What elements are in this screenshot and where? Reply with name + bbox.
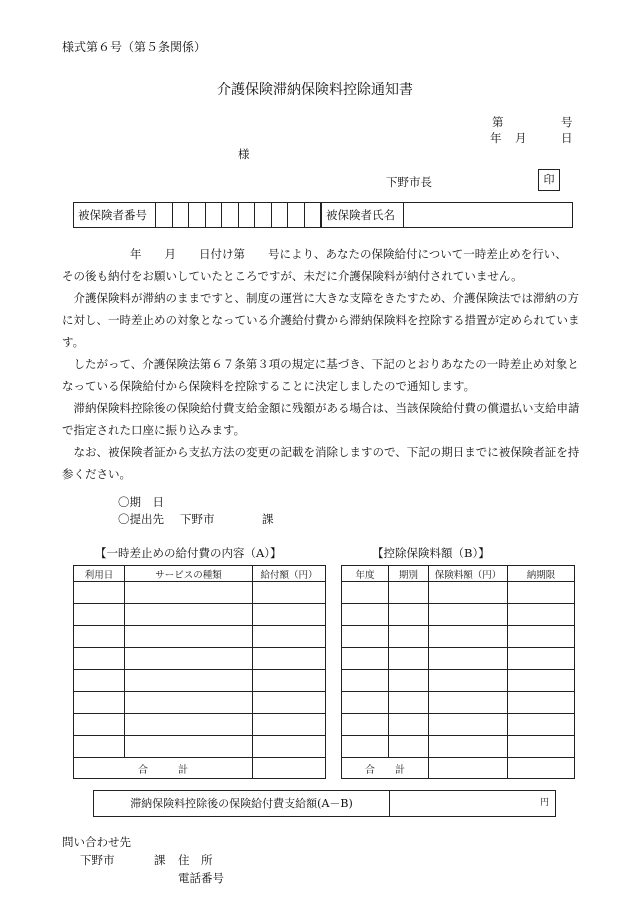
sender-name: 下野市長 [386, 175, 432, 189]
suspended-benefits-table [73, 565, 326, 779]
table-cell[interactable] [429, 692, 508, 714]
table-cell[interactable] [508, 626, 575, 648]
deducted-premium-table [341, 565, 575, 779]
insured-number-digit-box[interactable] [206, 203, 223, 227]
insured-number-label: 被保険者番号 [74, 203, 156, 227]
table-cell[interactable] [508, 648, 575, 670]
insured-number-digit-box[interactable] [255, 203, 272, 227]
table-cell[interactable] [253, 692, 326, 714]
benefit-row [74, 648, 326, 670]
doc-number-suffix: 号 [561, 115, 573, 129]
table-cell[interactable] [125, 670, 253, 692]
benefit-row [74, 582, 326, 604]
doc-number-prefix: 第 [492, 115, 504, 129]
submit-to-label: 〇提出先 [118, 512, 164, 526]
recipient-honorific: 様 [238, 147, 250, 161]
table-cell[interactable] [74, 670, 125, 692]
table-cell[interactable] [508, 692, 575, 714]
total-label: 合 計 [74, 758, 253, 779]
insured-number-digit-box[interactable] [272, 203, 289, 227]
table-cell[interactable] [253, 714, 326, 736]
deadline-label: 〇期 日 [118, 495, 164, 509]
table-cell[interactable] [125, 692, 253, 714]
table-cell[interactable] [429, 582, 508, 604]
date-day-label: 日 [561, 131, 573, 145]
table-cell[interactable] [342, 670, 389, 692]
table-cell[interactable] [125, 582, 253, 604]
col-premium-amount: 保険料額（円） [429, 566, 508, 582]
benefit-row [74, 626, 326, 648]
table-cell[interactable] [342, 626, 389, 648]
table-cell[interactable] [389, 714, 429, 736]
table-cell[interactable] [429, 648, 508, 670]
table-cell[interactable] [342, 692, 389, 714]
insured-number-digit-box[interactable] [156, 203, 173, 227]
contact-phone-label: 電話番号 [178, 871, 224, 885]
table-cell[interactable] [74, 582, 125, 604]
table-b-title: 【控除保険料額（B）】 [372, 546, 490, 560]
insured-name-field[interactable] [404, 203, 572, 227]
table-cell[interactable] [389, 604, 429, 626]
table-cell[interactable] [253, 582, 326, 604]
contact-title: 問い合わせ先 [62, 835, 131, 849]
col-due-date: 納期限 [508, 566, 575, 582]
table-cell[interactable] [342, 604, 389, 626]
total-row [74, 758, 326, 779]
table-cell[interactable] [342, 582, 389, 604]
insured-number-digit-box[interactable] [288, 203, 305, 227]
total-value-cell[interactable] [253, 758, 326, 779]
paragraph-1 [62, 243, 582, 287]
total-label: 合 計 [342, 758, 429, 779]
col-fiscal-year: 年度 [342, 566, 389, 582]
table-cell[interactable] [125, 604, 253, 626]
table-cell[interactable] [429, 714, 508, 736]
contact-city: 下野市 [80, 853, 115, 867]
table-cell[interactable] [508, 714, 575, 736]
summary-unit: 円 [539, 798, 549, 808]
paragraph-1-rest: その後も納付をお願いしていたところですが、未だに介護保険料が納付されていません。 [62, 269, 523, 283]
table-cell[interactable] [508, 582, 575, 604]
table-cell[interactable] [253, 670, 326, 692]
premium-row [342, 626, 575, 648]
insured-info-row [73, 202, 573, 228]
table-cell[interactable] [125, 736, 253, 758]
col-usage-date: 利用日 [74, 566, 125, 582]
table-cell[interactable] [429, 736, 508, 758]
col-benefit-amount: 給付額（円） [253, 566, 326, 582]
benefit-row [74, 714, 326, 736]
submit-department-suffix: 課 [262, 512, 274, 526]
insured-number-digit-box[interactable] [189, 203, 206, 227]
table-cell[interactable] [389, 626, 429, 648]
table-cell[interactable] [125, 714, 253, 736]
table-cell[interactable] [389, 582, 429, 604]
table-cell[interactable] [342, 648, 389, 670]
table-a-title: 【一時差止めの給付費の内容（A）】 [95, 546, 282, 560]
benefit-row [74, 670, 326, 692]
table-cell[interactable] [125, 626, 253, 648]
table-cell[interactable] [125, 648, 253, 670]
insured-name-label: 被保険者氏名 [321, 203, 404, 227]
insured-number-digit-box[interactable] [173, 203, 190, 227]
table-cell[interactable] [253, 736, 326, 758]
col-period: 期別 [389, 566, 429, 582]
table-cell[interactable] [389, 736, 429, 758]
table-cell[interactable] [74, 648, 125, 670]
premium-row [342, 648, 575, 670]
total-value-cell[interactable] [508, 758, 575, 779]
table-cell[interactable] [253, 648, 326, 670]
seal-box: 印 [538, 169, 560, 191]
insured-number-digit-box[interactable] [305, 203, 322, 227]
table-cell[interactable] [389, 670, 429, 692]
date-month-label: 月 [515, 131, 527, 145]
table-cell[interactable] [389, 692, 429, 714]
table-cell[interactable] [74, 604, 125, 626]
paragraph-2: 介護保険料が滞納のままですと、制度の運営に大きな支障をきたすため、介護保険法では滞納の方に対し、一時差止めの対象となっている介護給付費から滞納保険料を控除する措置が定められています。 [62, 291, 580, 349]
benefit-row [74, 736, 326, 758]
benefit-row [74, 692, 326, 714]
insured-number-digit-box[interactable] [239, 203, 256, 227]
premium-row [342, 582, 575, 604]
premium-row [342, 736, 575, 758]
summary-label: 滞納保険料控除後の保険給付費支給額(A－B) [94, 791, 390, 816]
table-cell[interactable] [342, 736, 389, 758]
table-cell[interactable] [508, 670, 575, 692]
paragraph-3: したがって、介護保険法第６７条第３項の規定に基づき、下記のとおりあなたの一時差止め対象となっている保険給付から保険料を控除することに決定しましたので通知します。 [62, 357, 579, 393]
table-cell[interactable] [429, 604, 508, 626]
table-cell[interactable] [389, 648, 429, 670]
table-cell[interactable] [74, 626, 125, 648]
premium-row [342, 604, 575, 626]
table-cell[interactable] [429, 670, 508, 692]
contact-department-suffix: 課 [154, 853, 166, 867]
col-service-type: サービスの種類 [125, 566, 253, 582]
table-cell[interactable] [253, 626, 326, 648]
submit-city: 下野市 [180, 512, 215, 526]
table-cell[interactable] [253, 604, 326, 626]
table-cell[interactable] [74, 736, 125, 758]
table-cell[interactable] [429, 626, 508, 648]
form-number-label: 様式第６号（第５条関係） [62, 40, 207, 54]
table-cell[interactable] [342, 714, 389, 736]
paragraph-4: 滞納保険料控除後の保険給付費支給金額に残額がある場合は、当該保険給付費の償還払い支給申請で指定された口座に振り込みます。 [62, 401, 580, 437]
table-cell[interactable] [508, 736, 575, 758]
document-title: 介護保険滞納保険料控除通知書 [217, 82, 413, 98]
premium-row [342, 692, 575, 714]
table-cell[interactable] [508, 604, 575, 626]
insured-number-digit-box[interactable] [222, 203, 239, 227]
benefit-row [74, 604, 326, 626]
contact-address-label: 住 所 [178, 853, 213, 867]
table-cell[interactable] [74, 714, 125, 736]
premium-row [342, 670, 575, 692]
date-year-label: 年 [490, 131, 502, 145]
premium-row [342, 714, 575, 736]
total-value-cell[interactable] [429, 758, 508, 779]
paragraph-5: なお、被保険者証から支払方法の変更の記載を消除しますので、下記の期日までに被保険者証を持参ください。 [62, 445, 580, 481]
total-row [342, 758, 575, 779]
table-cell[interactable] [74, 692, 125, 714]
payment-summary-box [93, 790, 556, 817]
paragraph-1-line-1: 年 月 日付け第 号により、あなたの保険給付について一時差止めを行い、 [130, 247, 567, 261]
